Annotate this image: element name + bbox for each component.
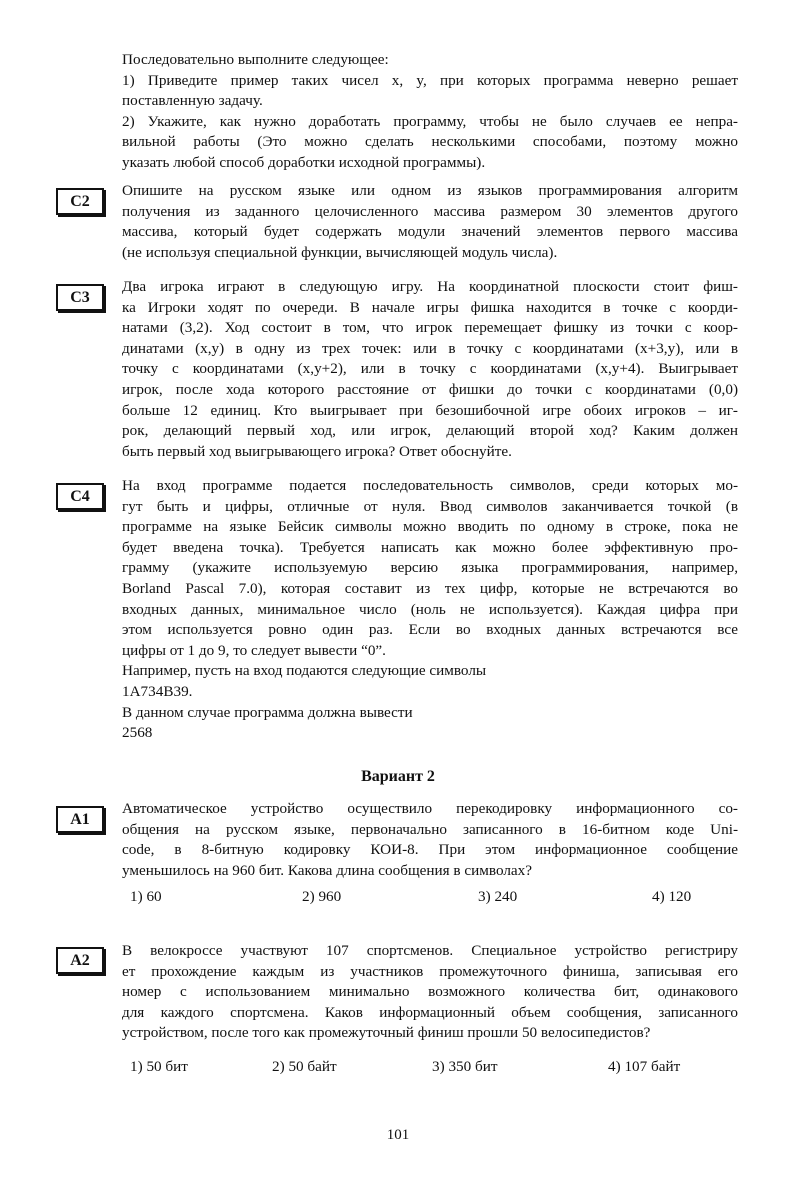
task-text-a2 [122, 941, 738, 1044]
task-text-c3 [122, 277, 738, 462]
task-line: Например, пусть на вход подаются следующие символы [122, 662, 487, 680]
answer-option: 4) 120 [652, 888, 692, 905]
task-line: входных данных, минимальное число (ноль не используется). Каждая цифра при [122, 600, 738, 618]
answer-option: 2) 50 байт [272, 1058, 337, 1075]
task-line: уменьшилось на 960 бит. Какова длина сообщения в символах? [122, 861, 532, 879]
intro-text [122, 50, 738, 174]
task-line: точку с координатами (x,y+2), или в точку с координатами (x,y+4). Выигрывает [122, 360, 738, 378]
intro-line: 1) Приведите пример таких чисел x, y, при которых программа неверно решает [122, 71, 738, 89]
task-line: Автоматическое устройство осуществило перекодировку информационного со- [122, 800, 738, 817]
task-line: общения на русском языке, первоначально записанного в 16-битном коде Uni- [122, 820, 738, 838]
task-label-c2: C2 [56, 188, 104, 215]
task-line: гут быть и цифры, отличные от нуля. Ввод символов заканчивается точкой (в [122, 497, 738, 515]
answer-option: 1) 60 [130, 888, 162, 905]
task-line: На вход программе подается последовательность символов, среди которых мо- [122, 477, 738, 494]
intro-line: Последовательно выполните следующее: [122, 51, 389, 68]
task-line: динатами (x,y) в одну из трех точек: или в точку с координатами (x+3,y), или в [122, 339, 738, 357]
task-line: устройством, после того как промежуточный финиш прошли 50 велосипедистов? [122, 1024, 651, 1042]
task-line: ет прохождение каждым из участников промежуточного финиша, записывая его [122, 962, 738, 980]
task-line: быть первый ход выигрывающего игрока? Ответ обоснуйте. [122, 442, 512, 460]
task-line: номер с использованием минимально возможного количества бит, одинакового [122, 983, 738, 1001]
task-line: цифры от 1 до 9, то следует вывести “0”. [122, 641, 386, 659]
intro-line: вильной работы (Это можно сделать несколькими способами, поэтому можно [122, 133, 738, 151]
task-line: программе на языке Бейсик символы можно вводить по одному в строке, пока не [122, 518, 738, 536]
task-text-c2 [122, 181, 738, 263]
task-text-a1 [122, 799, 738, 881]
task-label-c4: C4 [56, 483, 104, 510]
task-line: будет введена точка). Требуется написать как можно более эффективную про- [122, 538, 738, 556]
task-line: для каждого спортсмена. Каков информационный объем сообщения, записанного [122, 1003, 738, 1021]
answer-option: 3) 350 бит [432, 1058, 498, 1075]
intro-line: 2) Укажите, как нужно доработать программу, чтобы не было случаев ее непра- [122, 112, 738, 130]
task-label-c3: C3 [56, 284, 104, 311]
task-text-c4 [122, 476, 738, 744]
answer-option: 4) 107 байт [608, 1058, 681, 1075]
task-line: этом используется ровно один раз. Если во входных данных встречаются все [122, 621, 738, 639]
answer-option: 2) 960 [302, 888, 342, 905]
task-line: В данном случае программа должна вывести [122, 703, 413, 721]
task-line: ка Игроки ходят по очереди. В начале игры фишка находится в точке с коорди- [122, 298, 738, 316]
task-line: Borland Pascal 7.0), которая составит из тех цифр, которые не встречаются во [122, 579, 738, 597]
task-line: игрок, после хода которого расстояние от фишки до точки с координатами (0,0) [122, 380, 738, 398]
task-line: получения из заданного целочисленного массива размером 30 элементов другого [122, 202, 738, 220]
task-label-a1: A1 [56, 806, 104, 833]
intro-line: поставленную задачу. [122, 92, 263, 110]
task-line: В велокроссе участвуют 107 спортсменов. Специальное устройство регистриру [122, 942, 738, 959]
answer-option: 1) 50 бит [130, 1058, 188, 1075]
task-line: code, в 8-битную кодировку КОИ-8. При этом информационное сообщение [122, 841, 738, 859]
task-line: рок, делающий первый ход, или игрок, делающий второй ход? Каким должен [122, 422, 738, 440]
answer-option: 3) 240 [478, 888, 518, 905]
task-label-a2: A2 [56, 947, 104, 974]
task-line: Опишите на русском языке или одном из языков программирования алгоритм [122, 182, 738, 199]
page-number: 101 [386, 1127, 410, 1143]
task-line: больше 12 единиц. Кто выигрывает при безошибочной игре обоих игроков – иг- [122, 401, 738, 419]
task-line: Два игрока играют в следующую игру. На координатной плоскости стоит фиш- [122, 278, 738, 295]
variant-heading: Вариант 2 [361, 768, 435, 785]
task-line: 1A734B39. [122, 682, 193, 700]
intro-line: указать любой способ доработки исходной программы). [122, 153, 486, 171]
task-line: грамму (укажите используемую версию языка программирования, например, [122, 559, 738, 577]
task-line: массива, который будет содержать модули значений элементов первого массива [122, 223, 738, 241]
task-line: 2568 [122, 724, 153, 742]
task-line: (не используя специальной функции, вычисляющей модуль числа). [122, 243, 558, 261]
task-line: натами (3,2). Ход состоит в том, что игрок перемещает фишку из точки с коор- [122, 319, 738, 337]
